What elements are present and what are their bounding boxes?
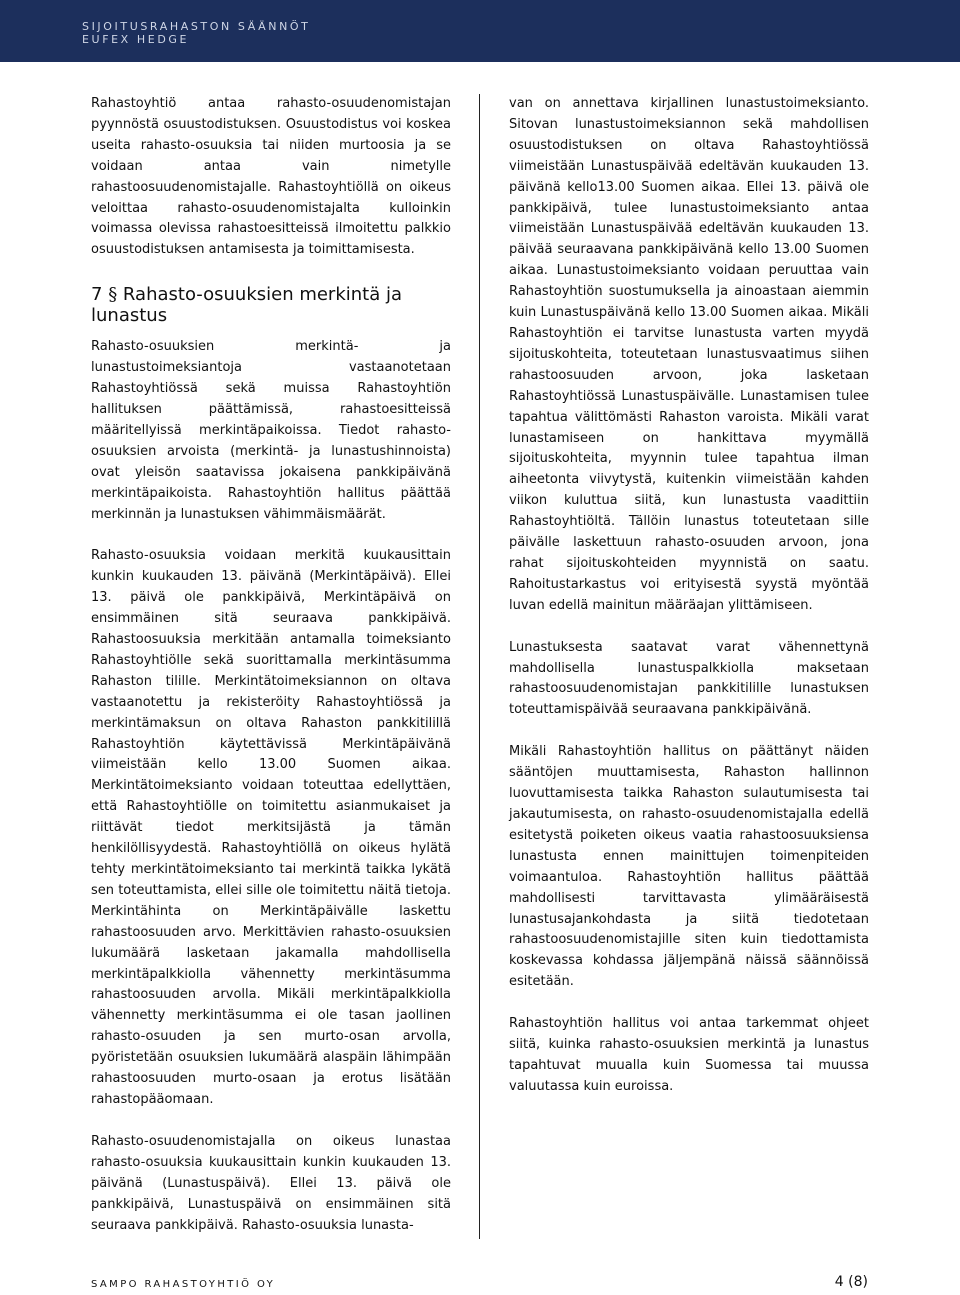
- column-divider: [479, 94, 480, 1239]
- section-title: Rahasto-osuuksien merkintä ja lunastus: [91, 284, 403, 327]
- section-heading: [91, 284, 451, 326]
- paragraph-lunastusvarat: Lunastuksesta saatavat varat vähennettynä mahdollisella lunastuspalkkiolla maksetaan rahastoosuudenomistajan pankkitilille lunastuksen toteuttamispäivää seuraavana pankkipäivänä.: [509, 639, 869, 718]
- page-number: 4 (8): [834, 1274, 868, 1290]
- paragraph-saantomuutos: Mikäli Rahastoyhtiön hallitus on päättänyt näiden sääntöjen muuttamisesta, Rahaston hallinnon luovuttamisesta taikka Rahaston sulautumisesta tai jakautumisesta, on rahasto-osuudenomistajalla edellä esitetystä poiketen oikeus vaatia rahastoosuuksiensa lunastusta ennen mainittujen toimenpiteiden voimaantuloa. Rahastoyhtiön hallitus päättää mahdollisesti tarvittavasta ylimääräisestä lunastusajankohdasta ja siitä tiedotetaan rahastoosuudenomistajille siten kuin tiedottamista koskevassa kohdassa jäljempänä näissä säännöissä esitetään.: [509, 744, 869, 990]
- page-header: [0, 0, 960, 62]
- right-column: [509, 94, 869, 1098]
- paragraph-ohjeet: Rahastoyhtiön hallitus voi antaa tarkemmat ohjeet siitä, kuinka rahasto-osuuksien merkintä ja lunastus tapahtuvat muualla kuin Suomessa tai muussa valuutassa kuin euroissa.: [509, 1016, 869, 1094]
- footer-company: SAMPO RAHASTOYHTIÖ OY: [91, 1279, 276, 1290]
- paragraph-osuustodistus: Rahastoyhtiö antaa rahasto-osuudenomistajan pyynnöstä osuustodistuksen. Osuustodistus voi koskea useita rahasto-osuuksia tai niiden murtoosia ja se voidaan antaa vain nimetylle rahastoosuudenomistajalle. Rahastoyhtiöllä on oikeus veloittaa rahasto-osuudenomistajalta kulloinkin voimassa olevissa rahastoesitteissä ilmoitettu palkkio osuustodistuksen antamisesta ja toimittamisesta.: [91, 96, 451, 258]
- paragraph-merkinta: Rahasto-osuuksia voidaan merkitä kuukausittain kunkin kuukauden 13. päivänä (Merkintäpäivä). Ellei 13. päivä ole pankkipäivä, Merkintäpäivä on ensimmäinen sitä seuraava pankkipäivä. Rahastoosuuksia merkitään antamalla toimeksianto Rahastoyhtiölle sekä suorittamalla merkintäsumma Rahaston tilille. Merkintätoimeksiannon on oltava vastaanotettu ja rekisteröity Rahastoyhtiössä ja merkintämaksun on oltava Rahaston pankkitilillä Rahastoyhtiön käytettävissä Merkintäpäivänä viimeistään kello 13.00 Suomen aikaa. Merkintätoimeksianto voidaan toteuttaa edellyttäen, että Rahastoyhtiölle on toimitettu asianmukaiset ja riittävät tiedot merkitsijästä ja tämän henkilöllisyydestä. Rahastoyhtiöllä on oikeus hylätä tehty merkintätoimeksianto tai merkintä taikka lykätä sen toteuttamista, ellei sille ole toimitettu näitä tietoja. Merkintähinta on Merkintäpäivälle laskettu rahastoosuuden arvo. Merkittävien rahasto-osuuksien lukumäärä lasketaan jakamalla mahdollisella merkintäpalkkiolla vähennetty merkintäsumma rahastoosuuden arvolla. Mikäli merkintäpalkkiolla vähennetty merkintäsumma ei ole tasan jaollinen rahasto-osuuden ja sen murto-osan arvolla, pyöristetään osuuksien lukumäärä alaspäin lähimpään rahastoosuuden murto-osaan ja erotus lisätään rahastopääomaan.: [91, 548, 451, 1107]
- left-column: [91, 94, 451, 1236]
- paragraph-lunastustoimeksianto: van on annettava kirjallinen lunastustoimeksianto. Sitovan lunastustoimeksiannon sekä mahdollisen osuustodistuksen on oltava Rahastoyhtiössä viimeistään Lunastuspäivää edeltävän kuukauden 13. päivänä kello13.00 Suomen aikaa. Ellei 13. päivä ole pankkipäivä, tulee lunastustoimeksianto antaa viimeistään Lunastuspäivää edeltävän kuukauden 13. päivää seuraavana pankkipäivänä kello 13.00 Suomen aikaa. Lunastustoimeksianto voidaan peruuttaa vain Rahastoyhtiön suostumuksella ja ainoastaan aiemmin kuin Lunastuspäivänä kello 13.00 Suomen aikaa. Mikäli Rahastoyhtiön ei tarvitse lunastusta varten myydä sijoituskohteita, toteutetaan lunastusvaatimus siihen rahastoosuuden arvoon, joka lasketaan Rahastoyhtiössä Lunastuspäivälle. Lunastamisen tulee tapahtua välittömästi Rahaston varoista. Mikäli varat lunastamiseen on hankittava myymällä sijoituskohteita, myynnin tulee tapahtua ilman aiheetonta viivytystä, kuitenkin viimeistään kahden viikon kuluttua siitä, kun lunastusta vaadittiin Rahastoyhtiöltä. Tällöin lunastus toteutetaan sille päivälle laskettuun rahasto-osuuden arvoon, jona rahat sijoituskohteiden myynnistä on saatu. Rahoitustarkastus voi erityisestä syystä myöntää luvan edellä mainitun määräajan ylittämiseen.: [509, 96, 869, 613]
- paragraph-lunastus: Rahasto-osuudenomistajalla on oikeus lunastaa rahasto-osuuksia kuukausittain kunkin kuukauden 13. päivänä (Lunastuspäivä). Ellei 13. päivä ole pankkipäivä, Lunastuspäivä on ensimmäinen sitä seuraava pankkipäivä. Rahasto-osuuksia lunasta-: [91, 1133, 451, 1233]
- paragraph-merkintapaikat: Rahasto-osuuksien merkintä- ja lunastustoimeksiantoja vastaanotetaan Rahastoyhtiössä sekä muissa Rahastoyhtiön hallituksen päättämissä, rahastoesitteissä määritellyissä merkintäpaikoissa. Tiedot rahasto-osuuksien arvoista (merkintä- ja lunastushinnoista) ovat yleisön saatavissa jokaisena pankkipäivänä merkintäpaikoista. Rahastoyhtiön hallitus päättää merkinnän ja lunastuksen vähimmäismäärät.: [91, 339, 451, 522]
- section-number: 7: [91, 284, 103, 306]
- document-title: SIJOITUSRAHASTON SÄÄNNÖT: [82, 20, 311, 33]
- fund-name: EUFEX HEDGE: [82, 33, 190, 46]
- section-sign: §: [108, 284, 118, 306]
